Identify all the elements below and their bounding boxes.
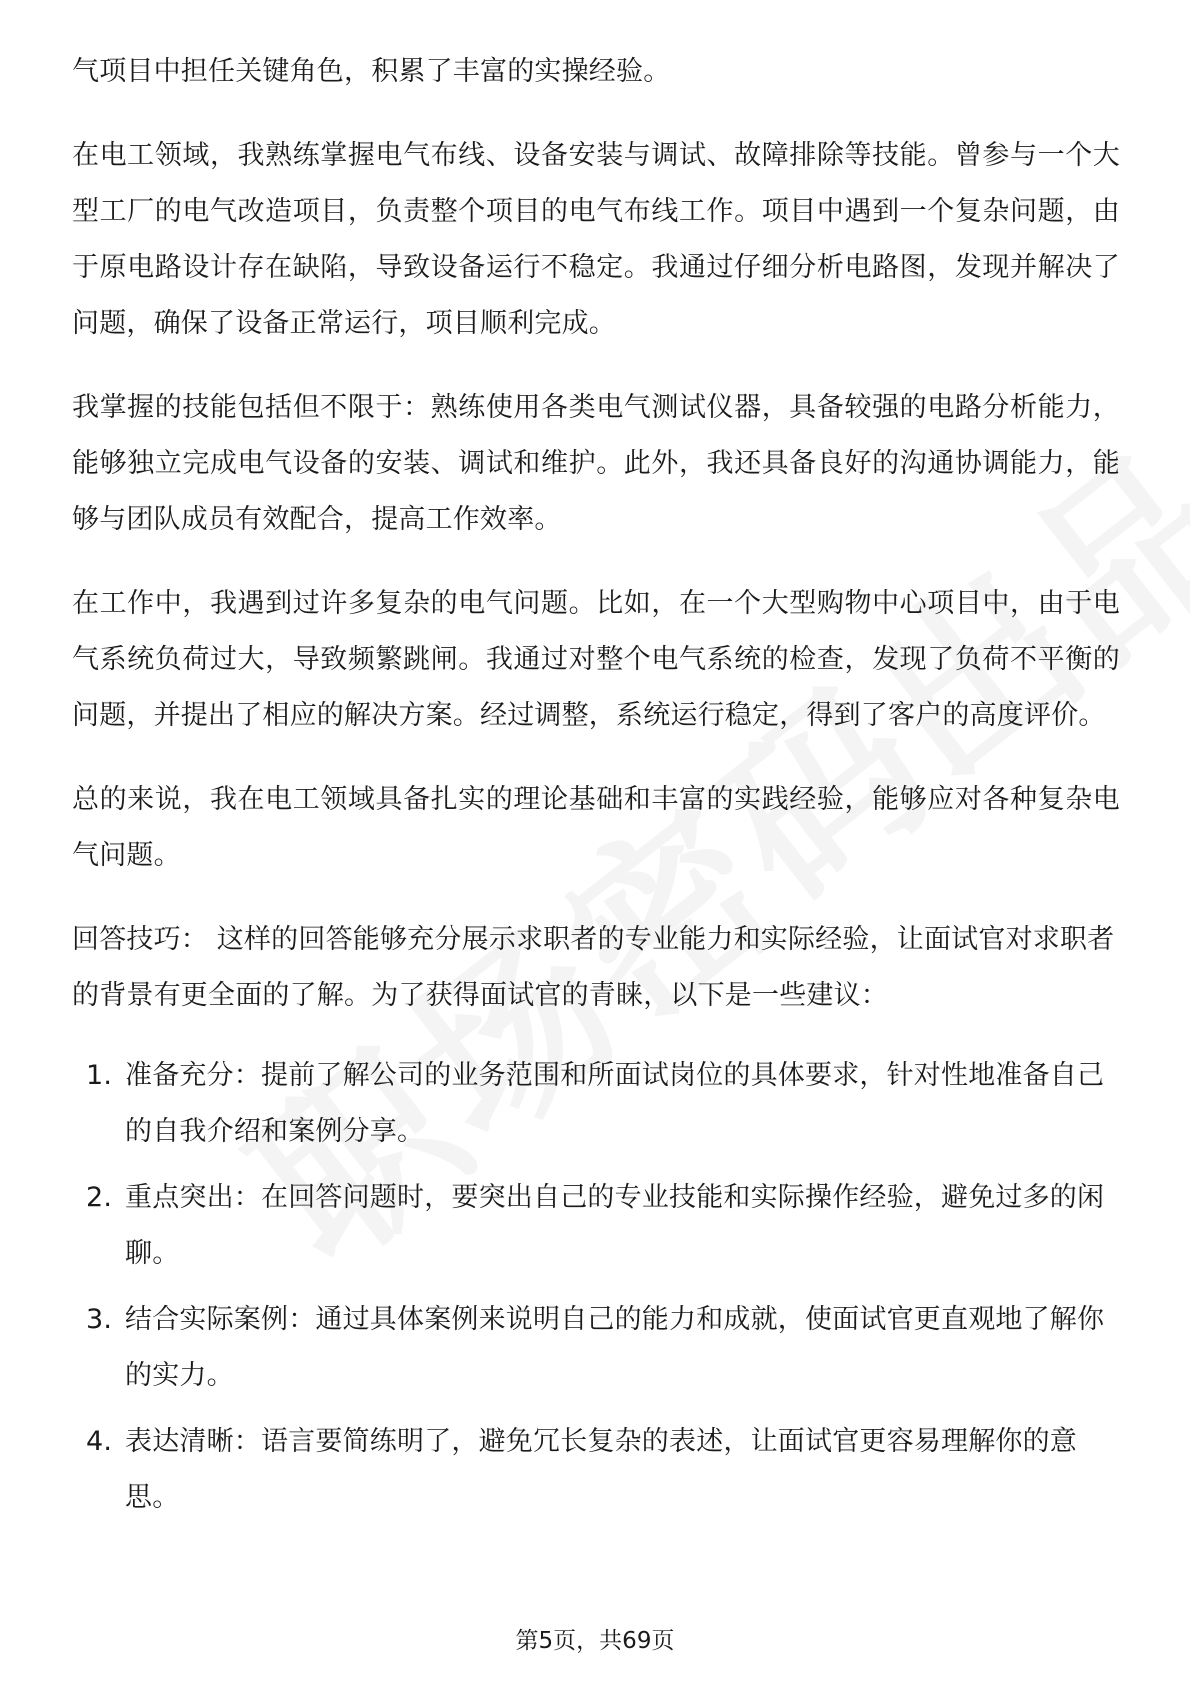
list-number: 3. xyxy=(86,1304,113,1335)
list-number: 2. xyxy=(86,1182,113,1213)
paragraph-continuation: 气项目中担任关键角色，积累了丰富的实操经验。 xyxy=(72,56,671,87)
paragraph-skills-experience: 在电工领域，我熟练掌握电气布线、设备安装与调试、故障排除等技能。曾参与一个大型工厂的电气改造项目，负责整个项目的电气布线工作。项目中遇到一个复杂问题，由于原电路设计存在缺陷，导致设备运行不稳定。我通过仔细分析电路图，发现并解决了问题，确保了设备正常运行，项目顺利完成。 xyxy=(72,140,1120,339)
list-item xyxy=(72,1170,1120,1282)
page-footer: 第5页，共69页 xyxy=(515,1628,675,1654)
list-item xyxy=(72,1048,1120,1160)
tips-intro: 回答技巧： 这样的回答能够充分展示求职者的专业能力和实际经验，让面试官对求职者的背景有更全面的了解。为了获得面试官的青睐，以下是一些建议： xyxy=(72,924,1115,1011)
list-item xyxy=(72,1292,1120,1404)
paragraph-problem-case: 在工作中，我遇到过许多复杂的电气问题。比如，在一个大型购物中心项目中，由于电气系统负荷过大，导致频繁跳闸。我通过对整个电气系统的检查，发现了负荷不平衡的问题，并提出了相应的解决方案。经过调整，系统运行稳定，得到了客户的高度评价。 xyxy=(72,588,1120,731)
paragraph-skills-list: 我掌握的技能包括但不限于：熟练使用各类电气测试仪器，具备较强的电路分析能力，能够独立完成电气设备的安装、调试和维护。此外，我还具备良好的沟通协调能力，能够与团队成员有效配合，提高工作效率。 xyxy=(72,392,1120,535)
list-item-text: 重点突出：在回答问题时，要突出自己的专业技能和实际操作经验，避免过多的闲聊。 xyxy=(125,1182,1105,1269)
document-body xyxy=(72,44,1120,1536)
list-number: 1. xyxy=(86,1060,113,1091)
list-item-text: 准备充分：提前了解公司的业务范围和所面试岗位的具体要求，针对性地准备自己的自我介绍和案例分享。 xyxy=(125,1060,1105,1147)
tips-list xyxy=(72,1048,1120,1526)
list-item-text: 表达清晰：语言要简练明了，避免冗长复杂的表述，让面试官更容易理解你的意思。 xyxy=(125,1426,1077,1513)
paragraph-summary: 总的来说，我在电工领域具备扎实的理论基础和丰富的实践经验，能够应对各种复杂电气问题。 xyxy=(72,784,1120,871)
list-item xyxy=(72,1414,1120,1526)
list-number: 4. xyxy=(86,1426,113,1457)
list-item-text: 结合实际案例：通过具体案例来说明自己的能力和成就，使面试官更直观地了解你的实力。 xyxy=(125,1304,1105,1391)
